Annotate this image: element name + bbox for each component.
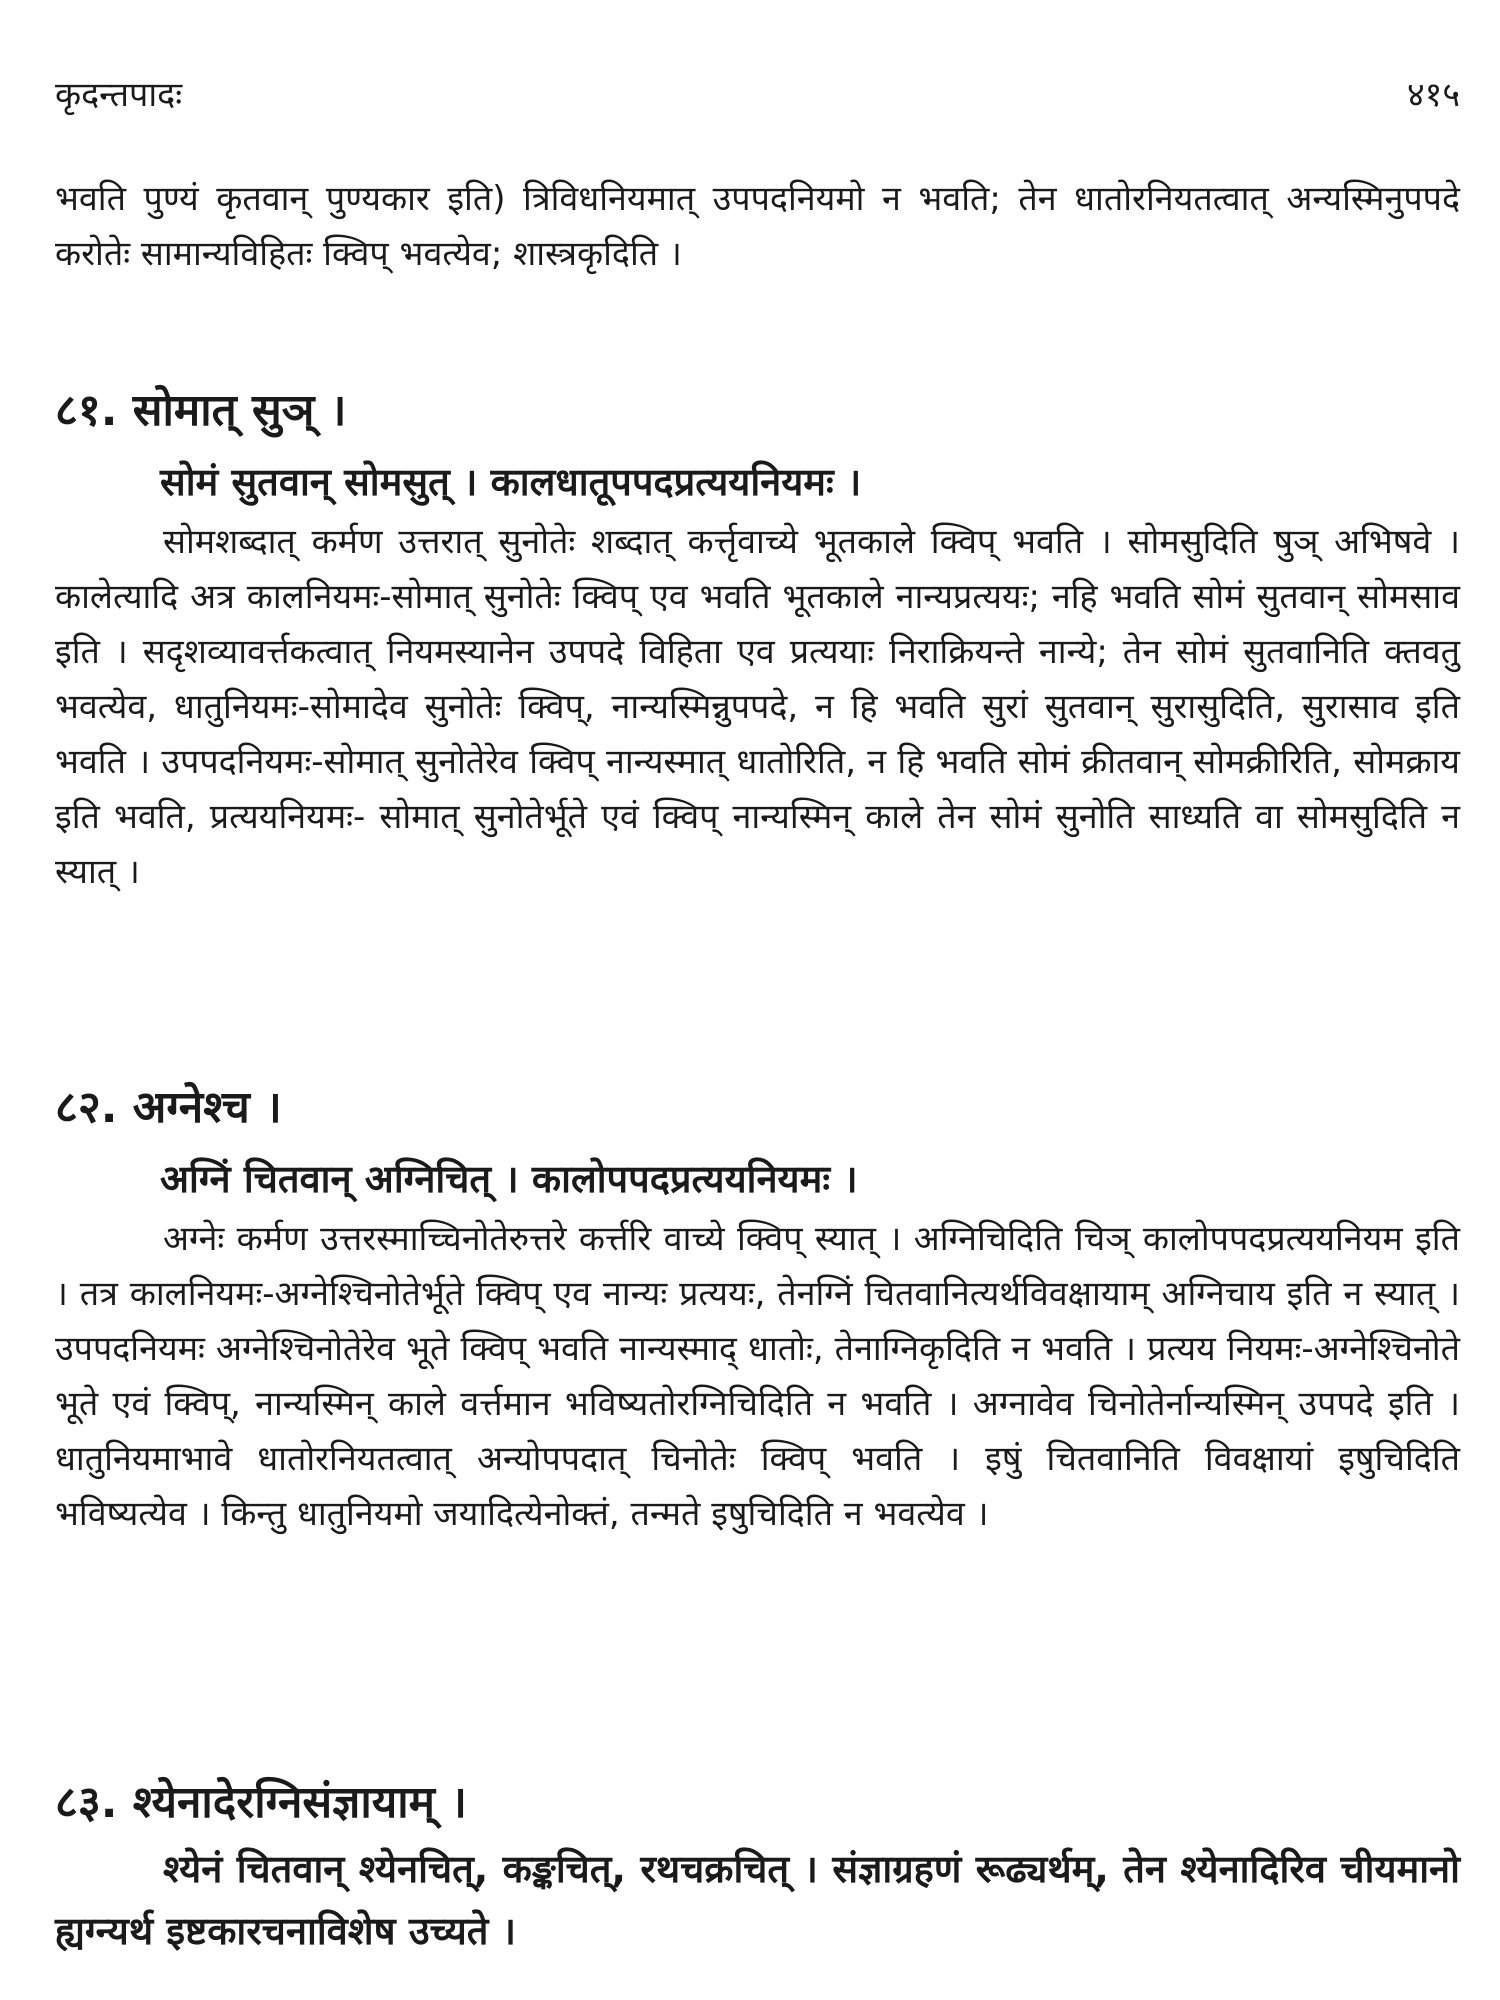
sutra-81-heading [55,378,346,438]
sutra-82-heading-text: ८२. अग्नेश्च । [55,1082,282,1133]
sutra-82-heading [55,1075,282,1135]
chapter-title: कृदन्तपादः [55,75,183,115]
running-header [55,70,1460,120]
sutra-82-vritti: अग्निं चितवान् अग्निचित् । कालोपपदप्रत्ययनियमः । [160,1157,858,1201]
sutra-81-commentary: सोमशब्दात् कर्मण उत्तरात् सुनोतेः शब्दात् कर्त्तृवाच्ये भूतकाले क्विप् भवति । सोमसुदिति षुञ् अभिषवे । कालेत्यादि अत्र कालनियमः-सोमात् सुनोतेः क्विप् एव भवति भूतकाले नान्यप्रत्ययः; नहि भवति सोमं सुतवान् सोमसाव इति । सदृशव्यावर्त्तकत्वात् नियमस्यानेन उपपदे विहिता एव प्रत्ययाः निराक्रियन्ते नान्ये; तेन सोमं सुतवानिति क्तवतु भवत्येव, धातुनियमः-सोमादेव सुनोतेः क्विप्, नान्यस्मिन्नुपपदे, न हि भवति सुरां सुतवान् सुरासुदिति, सुरासाव इति भवति । उपपदनियमः-सोमात् सुनोतेरेव क्विप् नान्यस्मात् धातोरिति, न हि भवति सोमं क्रीतवान् सोमक्रीरिति, सोमक्राय इति भवति, प्रत्ययनियमः- सोमात् सुनोतेर्भूते एवं क्विप् नान्यस्मिन् काले तेन सोमं सुनोति साध्यति वा सोमसुदिति न स्यात् । [55,522,1460,892]
sutra-81-heading-text: ८१. सोमात् सुञ् । [55,385,347,436]
sutra-83-heading-text: ८३. श्येनादेरग्निसंज्ञायाम् । [55,1777,467,1828]
page-number: ४१५ [1406,75,1460,115]
sutra-83-commentary: श्येनं चितवान् श्येनचित्, कङ्कचित्, रथचक्रचित् । संज्ञाग्रहणं रूढ्यर्थम्, तेन श्येनादिरिव चीयमानो ह्यग्न्यर्थ इष्टकारचनाविशेष उच्यते । [55,1847,1460,1953]
sutra-81-vritti: सोमं सुतवान् सोमसुत् । कालधातूपपदप्रत्ययनियमः । [160,460,862,504]
sutra-83-heading [55,1770,467,1830]
sutra-82-commentary: अग्नेः कर्मण उत्तरस्माच्चिनोतेरुत्तरे कर्त्तरि वाच्ये क्विप् स्यात् । अग्निचिदिति चिञ् कालोपपदप्रत्ययनियम इति । तत्र कालनियमः-अग्नेश्चिनोतेर्भूते क्विप् एव नान्यः प्रत्ययः, तेनग्निं चितवानित्यर्थविवक्षायाम् अग्निचाय इति न स्यात् । उपपदनियमः अग्नेश्चिनोतेरेव भूते क्विप् भवति नान्यस्माद् धातोः, तेनाग्निकृदिति न भवति । प्रत्यय नियमः-अग्नेश्चिनोते भूते एवं क्विप्, नान्यस्मिन् काले वर्त्तमान भविष्यतोरग्निचिदिति न भवति । अग्नावेव चिनोतेर्नान्यस्मिन् उपपदे इति । धातुनियमाभावे धातोरनियतत्वात् अन्योपपदात् चिनोतेः क्विप् भवति । इषुं चितवानिति विवक्षायां इषुचिदिति भविष्यत्येव । किन्तु धातुनियमो जयादित्येनोक्तं, तन्मते इषुचिदिति न भवत्येव । [55,1219,1460,1534]
intro-paragraph: भवति पुण्यं कृतवान् पुण्यकार इति) त्रिविधनियमात् उपपदनियमो न भवति; तेन धातोरनियतत्वात् अन्यस्मिनुपपदे करोतेः सामान्यविहितः क्विप् भवत्येव; शास्त्रकृदिति । [55,179,1460,274]
